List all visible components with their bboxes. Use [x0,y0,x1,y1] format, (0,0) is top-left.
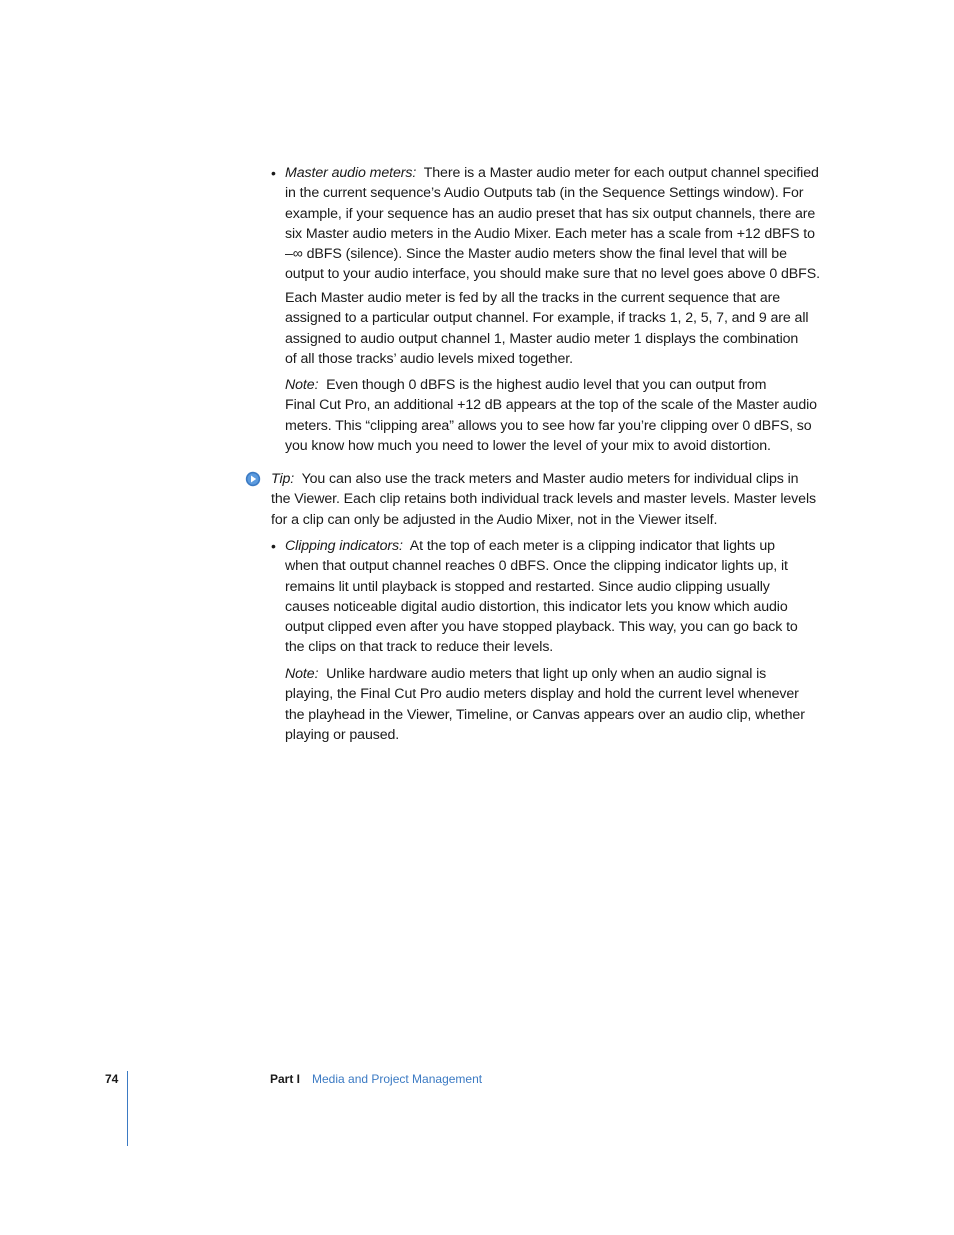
text-line: when that output channel reaches 0 dBFS. Once the clipping indicator lights up, it [285,558,788,575]
page-number: 74 [105,1072,119,1086]
bullet-master-paragraph [285,163,825,285]
note-label: Note: [285,377,319,393]
tip-arrow-icon [245,471,261,487]
text-line: causes noticeable digital audio distortion, this indicator lets you know which audio [285,598,788,615]
runin-label: Clipping indicators: [285,538,403,554]
footer-part-label: Part I [270,1072,301,1086]
text-line: of all those tracks’ audio levels mixed together. [285,350,573,367]
text-line: in the current sequence’s Audio Outputs tab (in the Sequence Settings window). For [285,185,804,202]
text-line: assigned to audio output channel 1, Master audio meter 1 displays the combination [285,330,799,347]
runin-label: Master audio meters: [285,165,417,181]
text-line: example, if your sequence has an audio preset that has six output channels, there are [285,205,816,222]
text-line: the clips on that track to reduce their levels. [285,639,554,656]
footer-section-link[interactable]: Media and Project Management [312,1072,483,1086]
tip-label: Tip: [271,471,295,487]
text-line: output clipped even after you have stopped playback. This way, you can go back to [285,619,798,636]
text-line: the playhead in the Viewer, Timeline, or Canvas appears over an audio clip, whether [285,706,805,723]
text-line: playing or paused. [285,726,400,743]
bullet-marker: • [271,538,276,554]
bullet-marker: • [271,165,276,181]
text-line: You can also use the track meters and Master audio meters for individual clips in [301,471,799,487]
text-line: Each Master audio meter is fed by all the tracks in the current sequence that are [285,290,781,306]
bullet-master-audio-meters [271,163,825,285]
bullet-clipping-paragraph [285,536,825,658]
tip-paragraph [271,469,827,530]
text-line: At the top of each meter is a clipping indicator that lights up [409,538,775,554]
note-label: Note: [285,666,319,682]
text-line: playing, the Final Cut Pro audio meters display and hold the current level whenever [285,686,799,703]
text-line: Even though 0 dBFS is the highest audio level that you can output from [326,377,767,393]
text-line: assigned to a particular output channel. For example, if tracks 1, 2, 5, 7, and 9 are all [285,310,809,327]
text-line: Final Cut Pro, an additional +12 dB appears at the top of the scale of the Master audio [285,397,817,414]
text-line: the Viewer. Each clip retains both individual track levels and master levels. Master levels [271,491,817,508]
text-line: There is a Master audio meter for each output channel specified [423,165,819,181]
text-line: meters. This “clipping area” allows you to see how far you’re clipping over 0 dBFS, so [285,417,812,434]
text-line: remains lit until playback is stopped and restarted. Since audio clipping usually [285,578,770,595]
text-line: you know how much you need to lower the level of your mix to avoid distortion. [285,437,771,454]
text-line: output to your audio interface, you should make sure that no level goes above 0 dBFS. [285,266,820,283]
text-line: –∞ dBFS (silence). Since the Master audio meters show the final level that will be [285,246,787,263]
bullet-clipping-indicators [271,536,825,658]
text-line: for a clip can only be adjusted in the Audio Mixer, not in the Viewer itself. [271,511,718,528]
paragraph-each-master-meter [285,288,825,369]
note-clipping-area [285,375,825,456]
footer-divider [127,1071,128,1146]
text-line: Unlike hardware audio meters that light up only when an audio signal is [326,666,767,682]
text-line: six Master audio meters in the Audio Mixer. Each meter has a scale from +12 dBFS to [285,225,815,242]
note-hardware-meters [285,664,825,745]
